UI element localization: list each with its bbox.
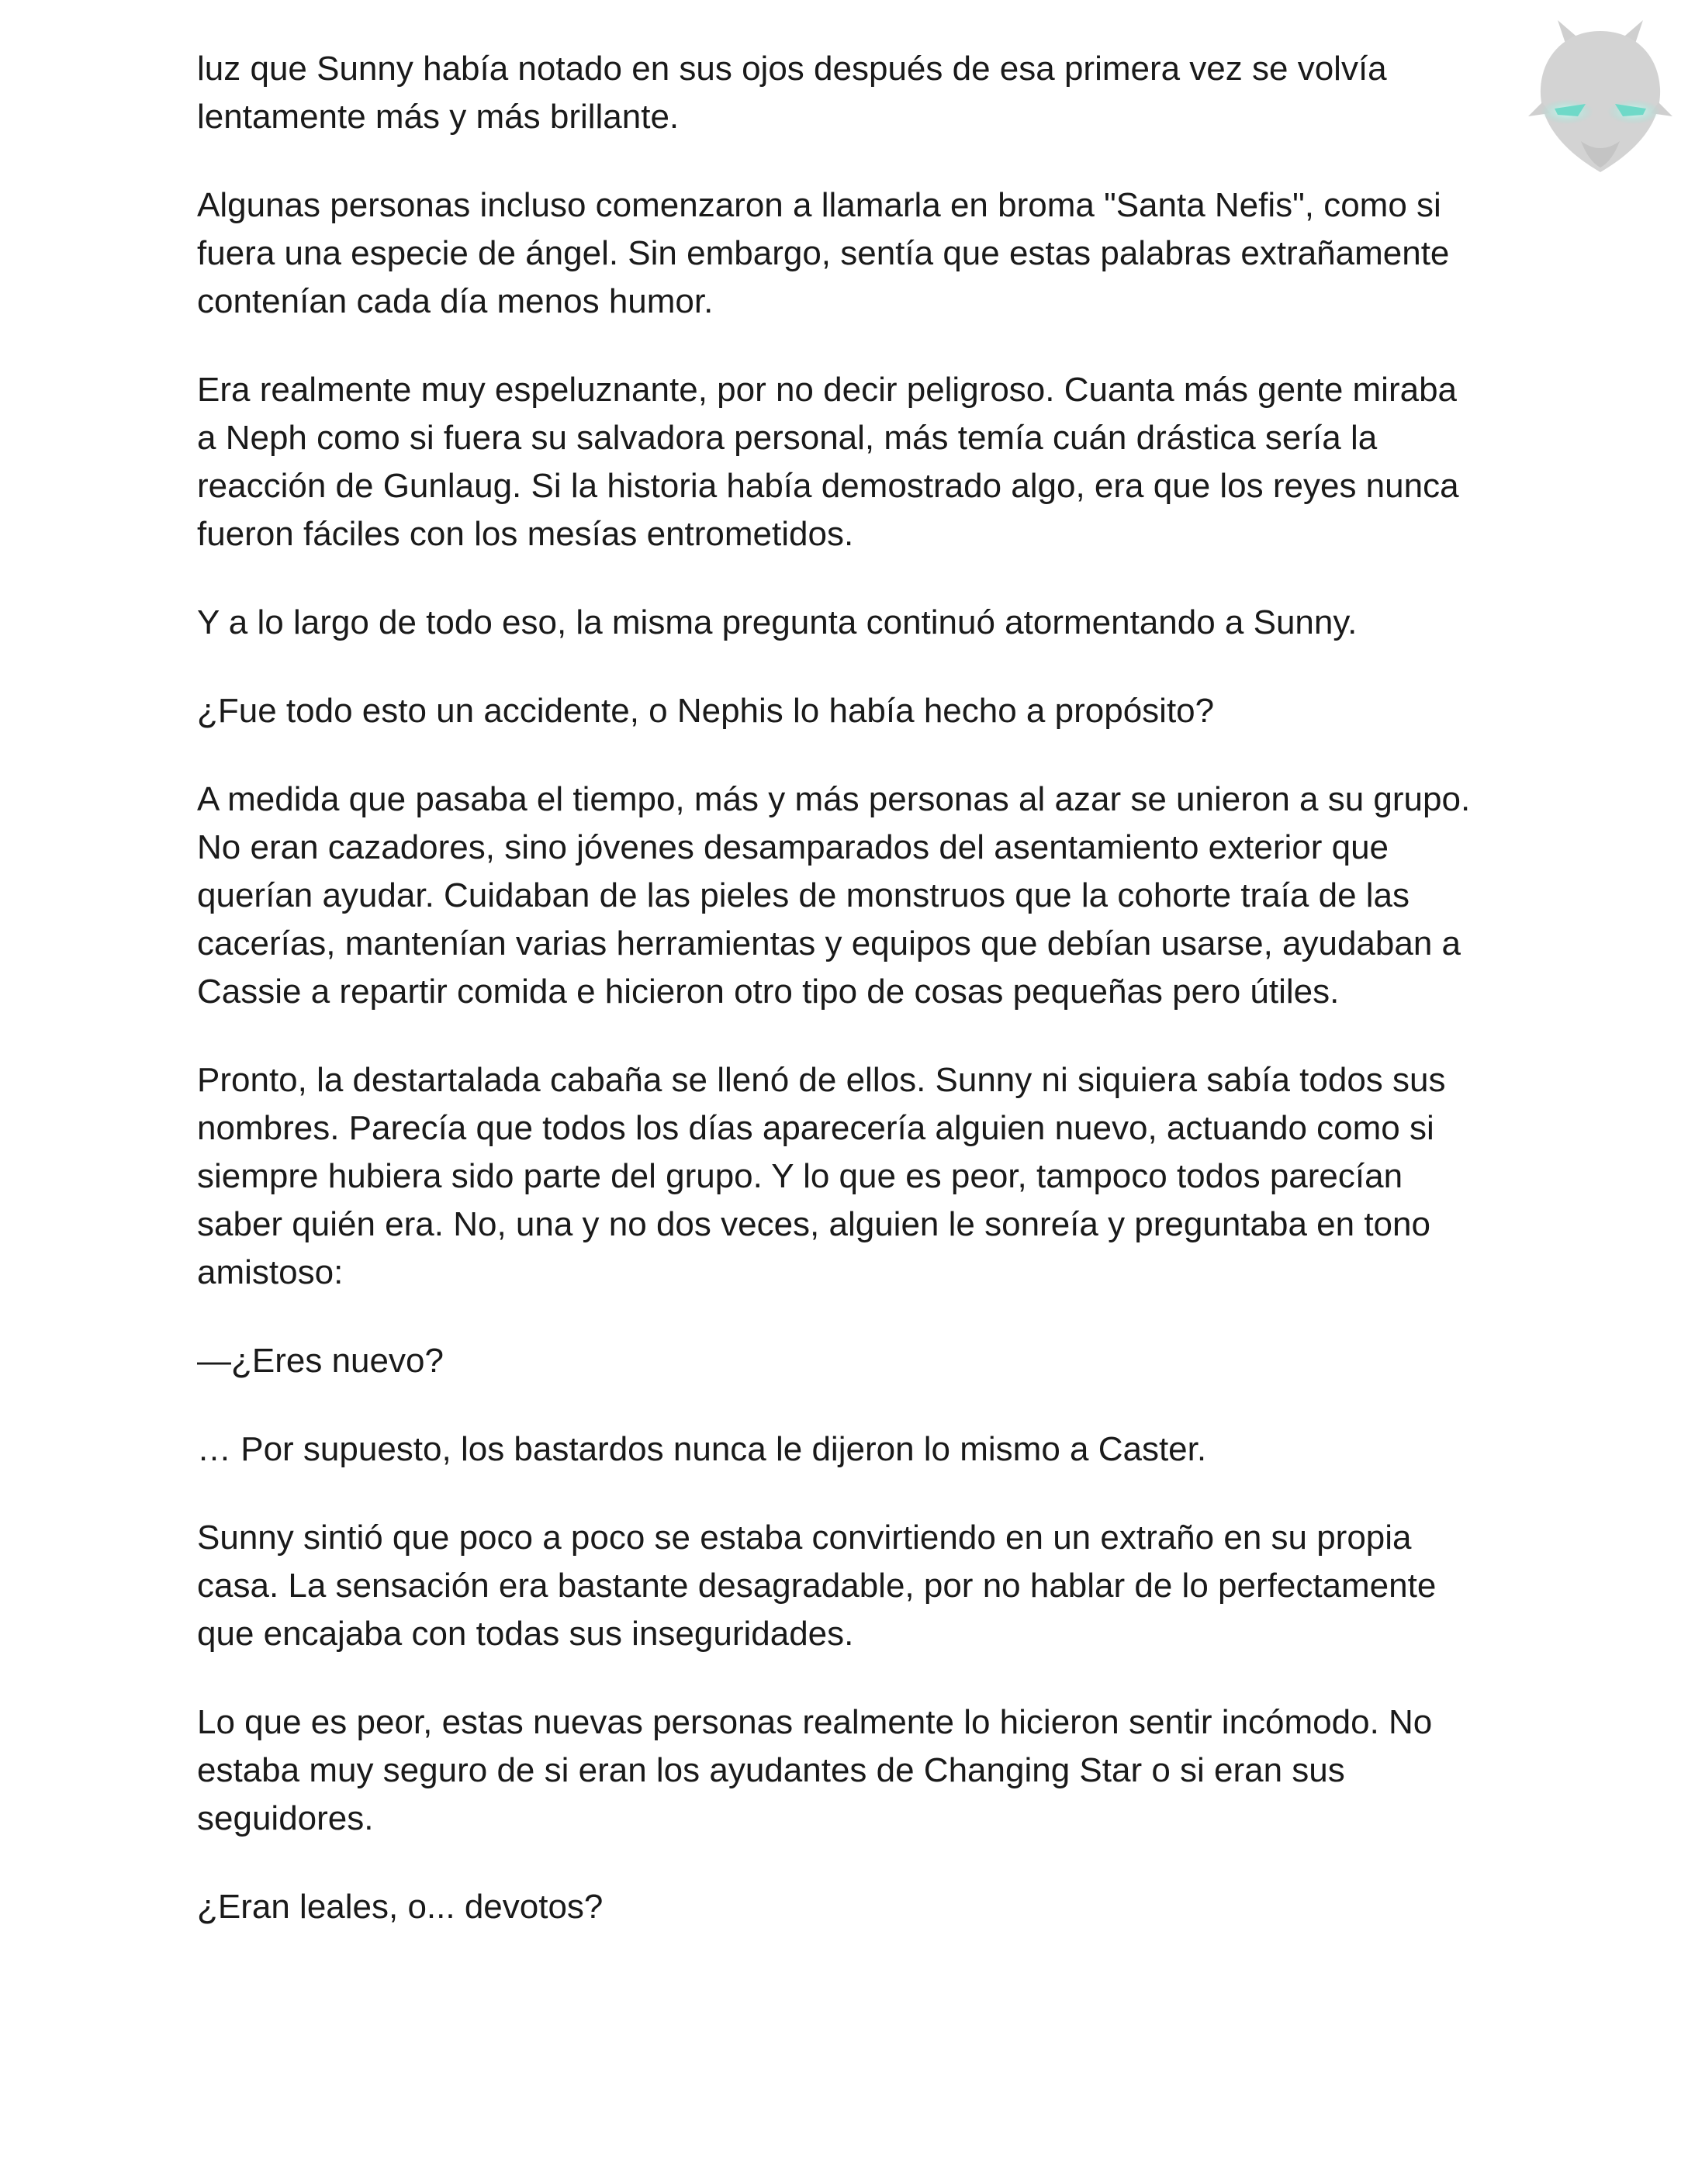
paragraph: Sunny sintió que poco a poco se estaba convirtiendo en un extraño en su propia casa. La sensación era bastante desagradable, por no hablar de lo perfectamente que encajaba con todas sus inseguridades. [197, 1519, 1437, 1653]
paragraph: Algunas personas incluso comenzaron a llamarla en broma "Santa Nefis", como si fuera una especie de ángel. Sin embargo, sentía que estas palabras extrañamente contenían cada día menos humor. [197, 186, 1450, 320]
document-body [197, 45, 1485, 1971]
paragraph: A medida que pasaba el tiempo, más y más personas al azar se unieron a su grupo. No eran cazadores, sino jóvenes desamparados del asentamiento exterior que querían ayudar. Cuidaban de las pieles de monstruos que la cohorte traía de las cacerías, mantenían varias herramientas y equipos que debían usarse, ayudaban a Cassie a repartir comida e hicieron otro tipo de cosas pequeñas pero útiles. [197, 780, 1471, 1011]
paragraph: Pronto, la destartalada cabaña se llenó de ellos. Sunny ni siquiera sabía todos sus nombres. Parecía que todos los días aparecería alguien nuevo, actuando como si siempre hubiera sido parte del grupo. Y lo que es peor, tampoco todos parecían saber quién era. No, una y no dos veces, alguien le sonreía y preguntaba en tono amistoso: [197, 1061, 1446, 1291]
paragraph: —¿Eres nuevo? [197, 1342, 444, 1380]
paragraph: Lo que es peor, estas nuevas personas realmente lo hicieron sentir incómodo. No estaba muy seguro de si eran los ayudantes de Changing Star o si eran sus seguidores. [197, 1703, 1433, 1837]
paragraph: ¿Eran leales, o... devotos? [197, 1888, 604, 1926]
paragraph: Era realmente muy espeluznante, por no decir peligroso. Cuanta más gente miraba a Neph como si fuera su salvadora personal, más temía cuán drástica sería la reacción de Gunlaug. Si la historia había demostrado algo, era que los reyes nunca fueron fáciles con los mesías entrometidos. [197, 371, 1459, 553]
paragraph: Y a lo largo de todo eso, la misma pregunta continuó atormentando a Sunny. [197, 603, 1358, 641]
paragraph: … Por supuesto, los bastardos nunca le dijeron lo mismo a Caster. [197, 1430, 1207, 1468]
paragraph: ¿Fue todo esto un accidente, o Nephis lo había hecho a propósito? [197, 692, 1215, 730]
paragraph: luz que Sunny había notado en sus ojos después de esa primera vez se volvía lentamente más y más brillante. [197, 50, 1387, 136]
demon-mask-logo-icon [1527, 17, 1674, 180]
